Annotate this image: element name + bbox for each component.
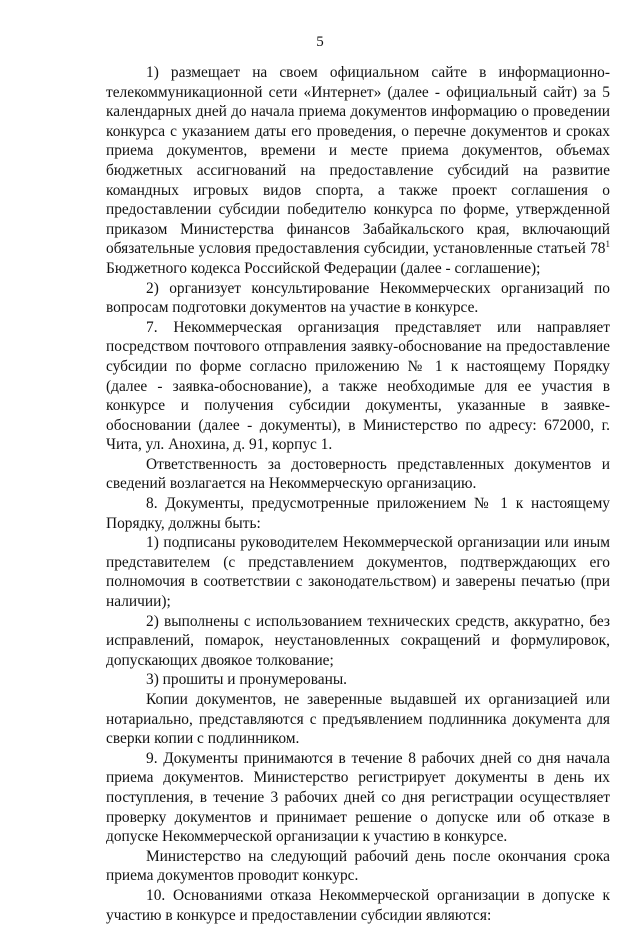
paragraph-clause-8: 8. Документы, предусмотренные приложением № 1 к настоящему Порядку, должны быть: <box>106 495 610 532</box>
page-number: 5 <box>316 34 324 50</box>
paragraph-clause-7: 7. Некоммерческая организация представляет или направляет посредством почтового отправления заявку-обоснование на предоставление субсидии по форме согласно приложению № 1 к настоящему Порядку (далее - заявка-обоснование), а также необходимые для ее участия в конкурсе и получения субсидии документы, указанные в заявке-обосновании (далее - документы), в Министерство по адресу: 672000, г. Чита, ул. Анохина, д. 91, корпус 1. <box>106 318 610 454</box>
paragraph-copies: Копии документов, не заверенные выдавшей их организацией или нотариально, представляются с предъявлением подлинника документа для сверки копии с подлинником. <box>106 691 610 748</box>
paragraph-item-2-consulting: 2) организует консультирование Некоммерческих организаций по вопросам подготовки документов на участие в конкурсе. <box>106 279 610 317</box>
paragraph-clause-8-item-2: 2) выполнены с использованием технических средств, аккуратно, без исправлений, помарок, неустановленных сокращений и формулировок, допускающих двоякое толкование; <box>106 612 610 669</box>
article-superscript: 1 <box>605 239 610 250</box>
paragraph-text: 1) размещает на своем официальном сайте в информационно-телекоммуникационной сети «Интернет» (далее - официальный сайт) за 5 календарных дней до начала приема документов информацию о проведении конкурса с указанием даты его проведения, о перечне документов и сроках приема документов, времени и месте приема документов, объемах бюджетных ассигнований на предоставление субсидий на развитие командных игровых видов спорта, а также проект соглашения о предоставлении субсидии победителю конкурса по форме, утвержденной приказом Министерства финансов Забайкальского края, включающий обязательные условия предоставления субсидии, установленные статьей 78 <box>106 64 610 258</box>
paragraph-clause-10: 10. Основаниями отказа Некоммерческой организации в допуске к участию в конкурсе и предоставлении субсидии являются: <box>106 886 610 924</box>
paragraph-text-tail: Бюджетного кодекса Российской Федерации (далее - соглашение); <box>106 259 541 277</box>
paragraph-clause-8-item-1: 1) подписаны руководителем Некоммерческой организации или иным представителем (с представлением документов, подтверждающих его полномочия в соответствии с законодательством) и заверены печатью (при наличии); <box>106 534 610 611</box>
document-body <box>106 63 610 925</box>
paragraph-contest-date: Министерство на следующий рабочий день после окончания срока приема документов проводит конкурс. <box>106 847 610 885</box>
paragraph-item-1-publication <box>106 63 610 279</box>
paragraph-responsibility: Ответственность за достоверность представленных документов и сведений возлагается на Некоммерческую организацию. <box>106 455 610 493</box>
paragraph-clause-8-item-3: 3) прошиты и пронумерованы. <box>146 671 348 689</box>
paragraph-clause-9: 9. Документы принимаются в течение 8 рабочих дней со дня начала приема документов. Министерство регистрирует документы в день их поступления, в течение 3 рабочих дней со дня регистрации осуществляет проверку документов и принимает решение о допуске или об отказе в допуске Некоммерческой организации к участию в конкурсе. <box>106 749 610 846</box>
